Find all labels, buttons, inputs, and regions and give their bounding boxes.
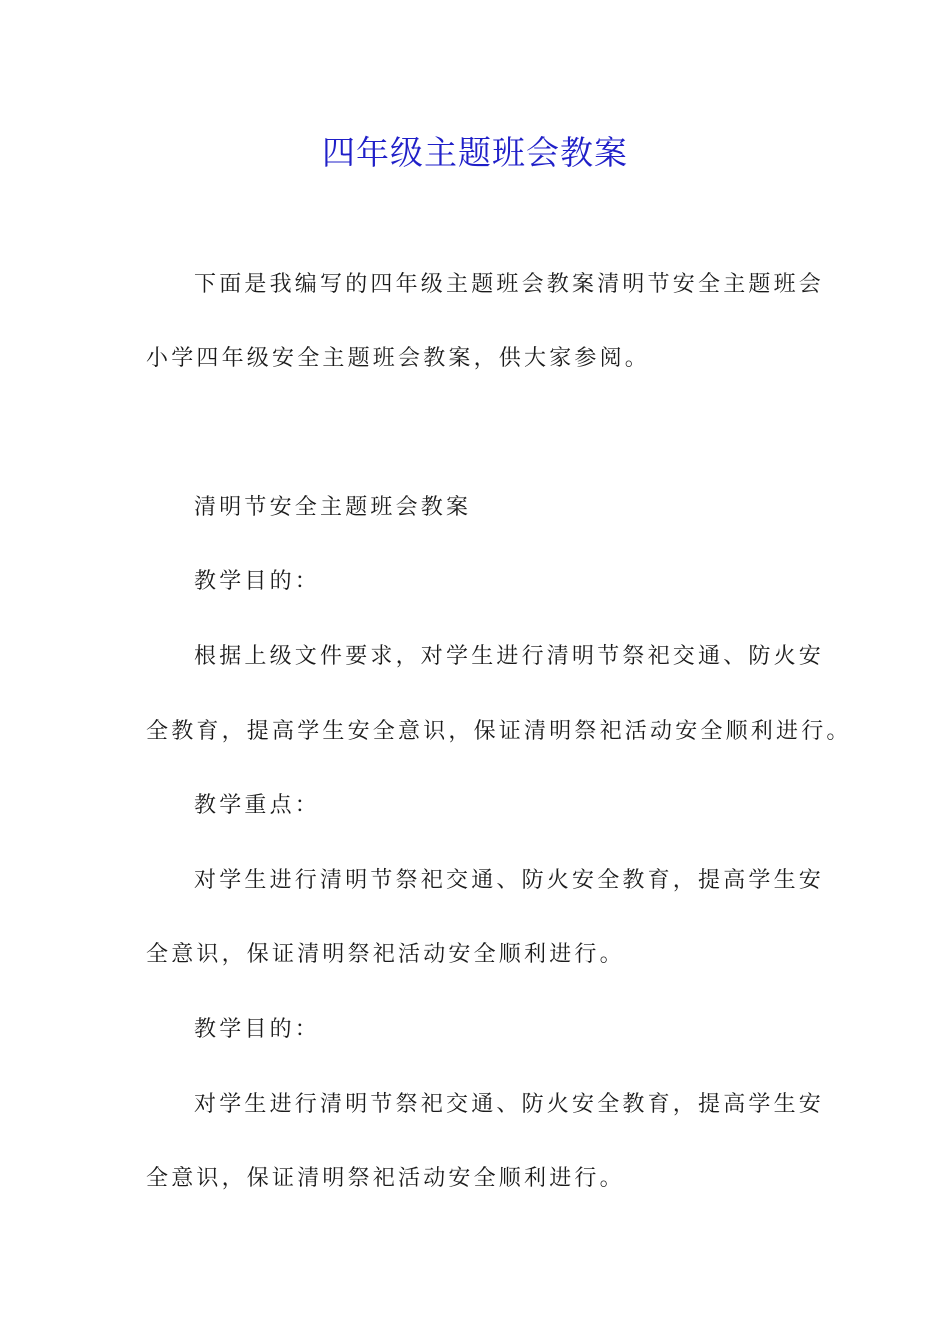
teaching-purpose-2-line-2: 全意识，保证清明祭祀活动安全顺利进行。 [146, 1166, 625, 1191]
teaching-focus-line-1: 对学生进行清明节祭祀交通、防火安全教育，提高学生安 [194, 868, 825, 893]
teaching-focus-line-2: 全意识，保证清明祭祀活动安全顺利进行。 [146, 942, 625, 967]
teaching-focus-label: 教学重点： [194, 793, 321, 818]
document-title: 四年级主题班会教案 [322, 133, 628, 172]
teaching-purpose-line-2: 全教育，提高学生安全意识，保证清明祭祀活动安全顺利进行。 [146, 719, 852, 744]
section-heading: 清明节安全主题班会教案 [194, 495, 472, 520]
teaching-purpose-line-1: 根据上级文件要求，对学生进行清明节祭祀交通、防火安 [194, 644, 825, 669]
teaching-purpose-2-line-1: 对学生进行清明节祭祀交通、防火安全教育，提高学生安 [194, 1092, 825, 1117]
intro-line-1: 下面是我编写的四年级主题班会教案清明节安全主题班会 [194, 272, 825, 297]
intro-line-2: 小学四年级安全主题班会教案，供大家参阅。 [146, 346, 651, 371]
teaching-purpose-label-2: 教学目的： [194, 1017, 321, 1042]
teaching-purpose-label: 教学目的： [194, 569, 321, 594]
